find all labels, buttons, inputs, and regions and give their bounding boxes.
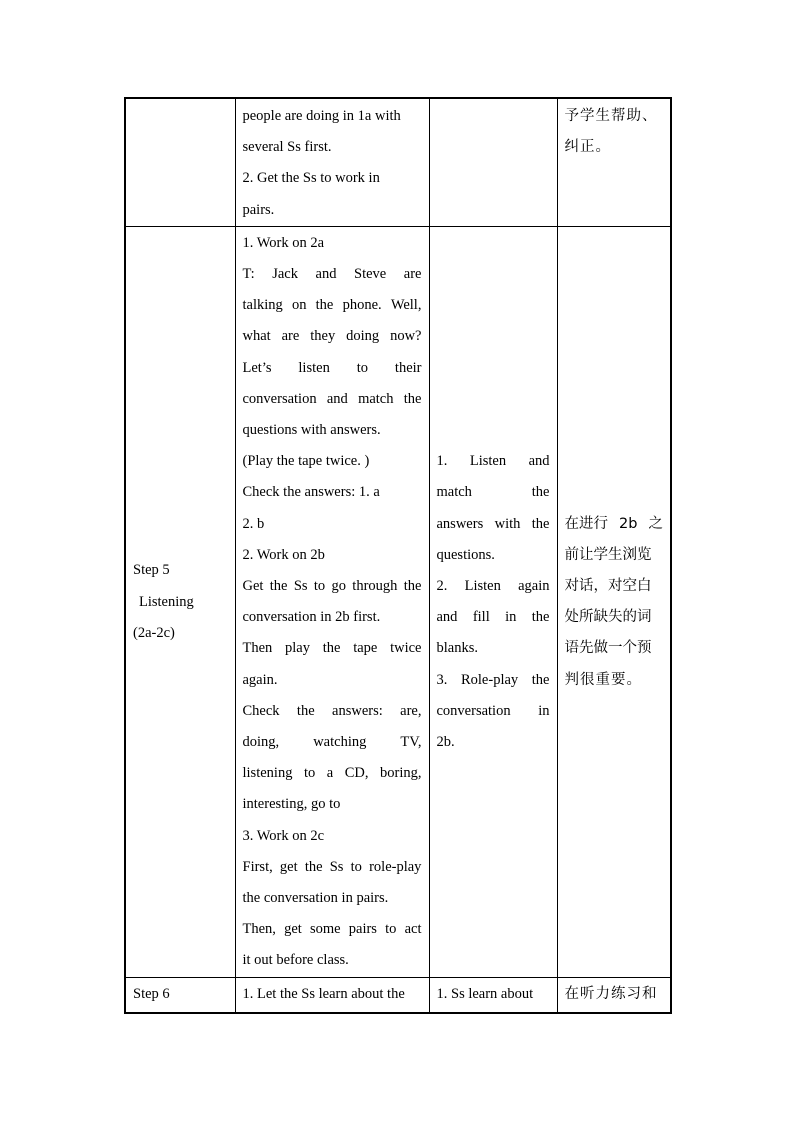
teacher-activity-cell <box>235 977 429 1013</box>
text-line: conversation in <box>436 702 550 719</box>
text-line: 3. Role-play the <box>436 671 550 688</box>
text-line: what are they doing now? <box>242 328 422 345</box>
text-line: 判很重要。 <box>564 671 642 688</box>
text-line: 2. Work on 2b <box>242 546 325 563</box>
text-line: 2b. <box>436 734 455 751</box>
step-cell <box>125 977 235 1013</box>
text-line: (Play the tape twice. ) <box>242 453 370 470</box>
table-row <box>125 226 671 977</box>
design-note-cell <box>557 977 671 1013</box>
text-line: 1. Let the Ss learn about the <box>242 985 405 1002</box>
student-activity-cell <box>429 977 557 1013</box>
step-title: Step 5 <box>133 562 170 579</box>
text-line: T: Jack and Steve are <box>242 266 422 283</box>
text-line: 1. Ss learn about <box>436 985 534 1002</box>
text-line: 2. Get the Ss to work in <box>242 170 380 187</box>
text-line: Get the Ss to go through the <box>242 578 422 595</box>
lesson-plan-table <box>124 97 672 1014</box>
text-line: 在听力练习和 <box>564 985 658 1002</box>
text-line: blanks. <box>436 640 478 657</box>
student-activity-cell <box>429 98 557 226</box>
text-line: conversation and match the <box>242 390 422 407</box>
step-cell <box>125 98 235 226</box>
table-row <box>125 98 671 226</box>
text-line: 语先做一个预 <box>564 640 652 657</box>
text-line: 1. Listen and <box>436 453 550 470</box>
text-line: interesting, go to <box>242 796 341 813</box>
text-line: Check the answers: are, <box>242 702 422 719</box>
text-line: 处所缺失的词 <box>564 609 652 626</box>
text-line: talking on the phone. Well, <box>242 297 422 314</box>
text-line: listening to a CD, boring, <box>242 765 422 782</box>
text-line: 对话，对空白 <box>564 578 652 595</box>
teacher-activity-cell <box>235 98 429 226</box>
text-line: 在进行 2b 之 <box>564 515 663 532</box>
text-line: doing, watching TV, <box>242 734 422 751</box>
text-line: several Ss first. <box>242 139 332 156</box>
step-subtitle: Listening <box>139 593 194 610</box>
step-cell <box>125 226 235 977</box>
text-line: 2. Listen again <box>436 578 550 595</box>
text-line: Let’s listen to their <box>242 359 422 376</box>
text-line: 3. Work on 2c <box>242 827 325 844</box>
text-line: pairs. <box>242 201 275 218</box>
teacher-activity-cell <box>235 226 429 977</box>
text-line: and fill in the <box>436 609 550 626</box>
text-line: Then, get some pairs to act <box>242 921 422 938</box>
text-line: 纠正。 <box>564 139 611 156</box>
student-activity-cell <box>429 226 557 977</box>
text-line: 予学生帮助、 <box>564 108 658 124</box>
text-line: Check the answers: 1. a <box>242 484 380 501</box>
text-line: questions with answers. <box>242 422 381 439</box>
design-note-cell <box>557 98 671 226</box>
text-line: 1. Work on 2a <box>242 234 325 251</box>
step-range: (2a-2c) <box>133 624 175 641</box>
text-line: 2. b <box>242 515 265 532</box>
text-line: First, get the Ss to role-play <box>242 858 422 875</box>
step-title: Step 6 <box>133 985 170 1002</box>
text-line: match the <box>436 484 550 501</box>
design-note-cell <box>557 226 671 977</box>
text-line: people are doing in 1a with <box>242 108 401 124</box>
text-line: again. <box>242 671 278 688</box>
text-line: answers with the <box>436 515 550 532</box>
text-line: the conversation in pairs. <box>242 890 389 907</box>
text-line: it out before class. <box>242 952 349 969</box>
text-line: Then play the tape twice <box>242 640 422 657</box>
table-row <box>125 977 671 1013</box>
text-line: 前让学生浏览 <box>564 546 652 563</box>
text-line: questions. <box>436 546 495 563</box>
text-line: conversation in 2b first. <box>242 609 381 626</box>
